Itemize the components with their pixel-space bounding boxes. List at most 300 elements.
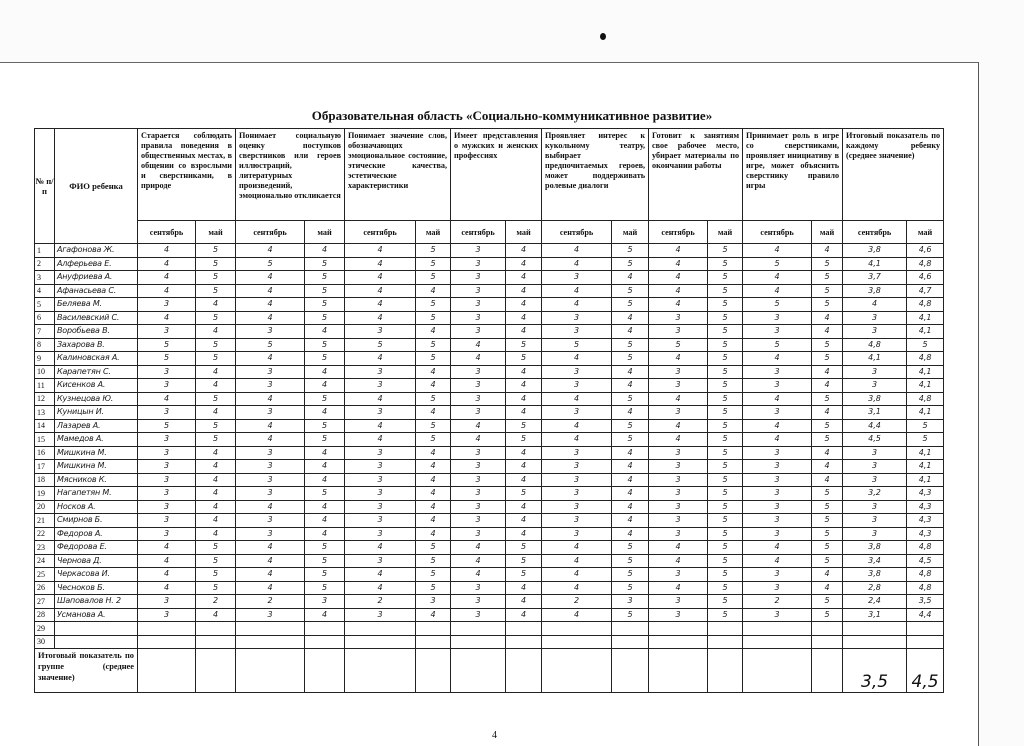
- score-cell: 4: [345, 311, 416, 325]
- score-cell: 4: [236, 311, 305, 325]
- score-cell: 5: [708, 271, 743, 285]
- score-cell: 3: [451, 298, 506, 312]
- score-cell: 3: [542, 271, 612, 285]
- score-cell: 3: [649, 325, 708, 339]
- score-cell: 4: [305, 527, 345, 541]
- score-cell: 3: [451, 244, 506, 258]
- child-name: [55, 622, 138, 636]
- average-score: 5: [907, 419, 944, 433]
- row-number: 10: [35, 365, 55, 379]
- score-cell: 4: [416, 500, 451, 514]
- score-cell: 3: [743, 473, 812, 487]
- header-name: ФИО ребенка: [55, 129, 138, 244]
- score-cell: 5: [506, 554, 542, 568]
- score-cell: 3: [451, 406, 506, 420]
- score-cell: 5: [708, 446, 743, 460]
- score-cell: 5: [812, 487, 843, 501]
- score-cell: 4: [612, 271, 649, 285]
- score-cell: 5: [416, 257, 451, 271]
- score-cell: 5: [506, 419, 542, 433]
- score-cell: 3: [236, 514, 305, 528]
- group-total-label: Итоговый показатель по группе (среднее значение): [35, 649, 138, 693]
- score-cell: 3: [345, 514, 416, 528]
- child-name: Мишкина М.: [55, 460, 138, 474]
- score-cell: 3: [345, 554, 416, 568]
- score-cell: 3: [236, 325, 305, 339]
- score-cell: 3: [305, 595, 345, 609]
- header-criterion: Принимает роль в игре со сверстниками, проявляет инициативу в игре, может объяснить сверстнику правило игры: [743, 129, 843, 221]
- child-name: Усманова А.: [55, 608, 138, 622]
- score-cell: 5: [138, 419, 196, 433]
- table-row: [35, 433, 944, 447]
- row-number: 26: [35, 581, 55, 595]
- score-cell: [506, 635, 542, 649]
- score-cell: 4: [506, 325, 542, 339]
- score-cell: 4: [305, 379, 345, 393]
- score-cell: 4: [612, 311, 649, 325]
- score-cell: 4: [506, 581, 542, 595]
- criteria-header-row: [35, 129, 944, 221]
- score-cell: 3: [451, 271, 506, 285]
- score-cell: 4: [236, 271, 305, 285]
- row-number: 13: [35, 406, 55, 420]
- score-cell: 3: [416, 595, 451, 609]
- score-cell: 5: [416, 338, 451, 352]
- score-cell: 3: [236, 460, 305, 474]
- score-cell: 4: [345, 581, 416, 595]
- average-score: 5: [907, 338, 944, 352]
- score-cell: 5: [138, 352, 196, 366]
- table-row: [35, 298, 944, 312]
- score-cell: 4: [506, 379, 542, 393]
- score-cell: 3: [236, 487, 305, 501]
- average-score: 4,1: [907, 365, 944, 379]
- score-cell: 4: [506, 473, 542, 487]
- score-cell: 4: [196, 473, 236, 487]
- average-score: 4,4: [907, 608, 944, 622]
- score-cell: [345, 622, 416, 636]
- child-name: Алферьева Е.: [55, 257, 138, 271]
- average-score: 3,4: [843, 554, 907, 568]
- score-cell: 5: [416, 311, 451, 325]
- score-cell: 4: [649, 554, 708, 568]
- score-cell: 3: [138, 325, 196, 339]
- score-cell: 5: [416, 433, 451, 447]
- score-cell: 4: [542, 298, 612, 312]
- row-number: 25: [35, 568, 55, 582]
- score-cell: 3: [743, 487, 812, 501]
- score-cell: 2: [542, 595, 612, 609]
- score-cell: 5: [305, 392, 345, 406]
- score-cell: 4: [506, 244, 542, 258]
- average-score: 3,1: [843, 406, 907, 420]
- period-may: май: [812, 221, 843, 244]
- score-cell: 4: [612, 365, 649, 379]
- period-may: май: [305, 221, 345, 244]
- score-cell: 3: [649, 406, 708, 420]
- score-cell: 5: [506, 487, 542, 501]
- score-cell: 5: [708, 257, 743, 271]
- child-name: Шаповалов Н. 2: [55, 595, 138, 609]
- score-cell: 5: [542, 338, 612, 352]
- score-cell: 4: [649, 392, 708, 406]
- child-name: Василевский С.: [55, 311, 138, 325]
- table-row: [35, 487, 944, 501]
- score-cell: 3: [743, 608, 812, 622]
- average-score: 4,1: [907, 406, 944, 420]
- row-number: 29: [35, 622, 55, 636]
- score-cell: 3: [649, 514, 708, 528]
- score-cell: 5: [812, 392, 843, 406]
- score-cell: 5: [812, 338, 843, 352]
- score-cell: 5: [305, 257, 345, 271]
- score-cell: 5: [236, 338, 305, 352]
- score-cell: 5: [612, 298, 649, 312]
- group-total-may: 4,5: [907, 649, 944, 693]
- group-total-september: 3,5: [843, 649, 907, 693]
- score-cell: 4: [743, 541, 812, 555]
- average-score: 4,1: [907, 446, 944, 460]
- score-cell: 5: [612, 608, 649, 622]
- score-cell: 3: [345, 325, 416, 339]
- score-cell: 5: [138, 338, 196, 352]
- child-name: Лазарев А.: [55, 419, 138, 433]
- score-cell: 4: [612, 460, 649, 474]
- score-cell: 3: [138, 460, 196, 474]
- score-cell: 5: [708, 514, 743, 528]
- average-score: 3: [843, 446, 907, 460]
- score-cell: 2: [196, 595, 236, 609]
- score-cell: 5: [708, 379, 743, 393]
- score-cell: 5: [812, 419, 843, 433]
- score-cell: 5: [612, 433, 649, 447]
- row-number: 23: [35, 541, 55, 555]
- score-cell: 3: [451, 595, 506, 609]
- score-cell: 4: [743, 352, 812, 366]
- score-cell: 5: [612, 284, 649, 298]
- period-september: сентябрь: [542, 221, 612, 244]
- score-cell: 3: [345, 608, 416, 622]
- average-score: 3: [843, 379, 907, 393]
- score-cell: 4: [345, 419, 416, 433]
- score-cell: [708, 622, 743, 636]
- score-cell: 4: [542, 568, 612, 582]
- score-cell: 5: [612, 581, 649, 595]
- score-cell: 3: [649, 595, 708, 609]
- score-cell: 4: [196, 500, 236, 514]
- score-cell: 3: [451, 527, 506, 541]
- score-cell: 3: [138, 433, 196, 447]
- average-score: 3,1: [843, 608, 907, 622]
- score-cell: 5: [196, 581, 236, 595]
- average-score: 4,3: [907, 514, 944, 528]
- child-name: Федорова Е.: [55, 541, 138, 555]
- score-cell: 5: [196, 271, 236, 285]
- score-cell: 4: [305, 500, 345, 514]
- score-cell: [196, 622, 236, 636]
- score-cell: 3: [649, 311, 708, 325]
- score-cell: 4: [542, 581, 612, 595]
- row-number: 21: [35, 514, 55, 528]
- row-number: 3: [35, 271, 55, 285]
- score-cell: 3: [542, 311, 612, 325]
- score-cell: 4: [612, 473, 649, 487]
- score-cell: 4: [416, 325, 451, 339]
- score-cell: 4: [812, 244, 843, 258]
- score-cell: 5: [506, 568, 542, 582]
- child-name: Нагапетян М.: [55, 487, 138, 501]
- score-cell: 4: [345, 541, 416, 555]
- score-cell: 5: [708, 433, 743, 447]
- score-cell: 4: [196, 446, 236, 460]
- score-cell: 4: [506, 446, 542, 460]
- score-cell: 4: [138, 581, 196, 595]
- row-number: 7: [35, 325, 55, 339]
- score-cell: 4: [812, 446, 843, 460]
- score-cell: 5: [305, 554, 345, 568]
- score-cell: 4: [612, 487, 649, 501]
- score-cell: 3: [743, 581, 812, 595]
- row-number: 30: [35, 635, 55, 649]
- score-cell: 3: [236, 446, 305, 460]
- score-cell: 5: [649, 338, 708, 352]
- score-cell: [649, 622, 708, 636]
- score-cell: [542, 622, 612, 636]
- period-september: сентябрь: [743, 221, 812, 244]
- score-cell: 5: [812, 284, 843, 298]
- score-cell: 5: [305, 581, 345, 595]
- row-number: 20: [35, 500, 55, 514]
- average-score: 3,8: [843, 244, 907, 258]
- score-cell: 5: [708, 487, 743, 501]
- child-name: Афанасьева С.: [55, 284, 138, 298]
- score-cell: 5: [416, 554, 451, 568]
- score-cell: 3: [138, 487, 196, 501]
- period-september: сентябрь: [236, 221, 305, 244]
- score-cell: 5: [506, 541, 542, 555]
- score-cell: 3: [649, 527, 708, 541]
- score-cell: 5: [708, 406, 743, 420]
- score-cell: 2: [236, 595, 305, 609]
- average-score: 4,1: [843, 257, 907, 271]
- score-cell: 3: [345, 446, 416, 460]
- score-cell: 4: [305, 244, 345, 258]
- period-september: сентябрь: [345, 221, 416, 244]
- average-score: 3,8: [843, 392, 907, 406]
- score-cell: 3: [138, 595, 196, 609]
- average-score: 4,8: [907, 541, 944, 555]
- score-cell: 4: [649, 271, 708, 285]
- score-cell: 5: [708, 541, 743, 555]
- score-cell: 5: [612, 392, 649, 406]
- average-score: 2,8: [843, 581, 907, 595]
- header-criterion: Проявляет интерес к кукольному театру, выбирает предпочитаемых героев, может поддерживать ролевые диалоги: [542, 129, 649, 221]
- table-row: [35, 271, 944, 285]
- score-cell: 5: [196, 392, 236, 406]
- score-cell: [612, 622, 649, 636]
- score-cell: 3: [345, 460, 416, 474]
- average-score: 4,6: [907, 271, 944, 285]
- score-cell: 5: [708, 284, 743, 298]
- score-cell: 3: [236, 473, 305, 487]
- score-cell: 4: [236, 500, 305, 514]
- score-cell: 4: [138, 271, 196, 285]
- score-cell: 4: [743, 392, 812, 406]
- score-cell: [416, 622, 451, 636]
- average-score: 4,5: [843, 433, 907, 447]
- score-cell: [743, 622, 812, 636]
- score-cell: 4: [305, 473, 345, 487]
- score-cell: 5: [196, 244, 236, 258]
- score-cell: [649, 635, 708, 649]
- row-number: 15: [35, 433, 55, 447]
- score-cell: 4: [138, 541, 196, 555]
- score-cell: 5: [812, 527, 843, 541]
- average-score: 3,8: [843, 568, 907, 582]
- score-cell: 5: [196, 257, 236, 271]
- average-score: 3,2: [843, 487, 907, 501]
- score-cell: 4: [416, 379, 451, 393]
- score-cell: 3: [649, 365, 708, 379]
- child-name: Кузнецова Ю.: [55, 392, 138, 406]
- score-cell: [236, 622, 305, 636]
- score-cell: 3: [743, 500, 812, 514]
- period-may: май: [612, 221, 649, 244]
- child-name: Мясников К.: [55, 473, 138, 487]
- score-cell: 4: [506, 365, 542, 379]
- child-name: Носков А.: [55, 500, 138, 514]
- score-cell: 4: [612, 500, 649, 514]
- header-criterion: Готовит к занятиям свое рабочее место, убирает материалы по окончании работы: [649, 129, 743, 221]
- score-cell: 4: [345, 433, 416, 447]
- score-cell: 4: [506, 284, 542, 298]
- score-cell: 3: [649, 608, 708, 622]
- score-cell: 3: [542, 325, 612, 339]
- header-criterion: Понимает социальную оценку поступков сверстников или героев иллюстраций, литературных произведений, эмоционально откликается: [236, 129, 345, 221]
- score-cell: [812, 635, 843, 649]
- ink-dot: [600, 33, 606, 40]
- table-row: [35, 311, 944, 325]
- score-cell: 4: [416, 514, 451, 528]
- score-cell: 5: [708, 460, 743, 474]
- score-cell: 4: [196, 514, 236, 528]
- average-score: 4,1: [907, 473, 944, 487]
- table-row: [35, 500, 944, 514]
- score-cell: 3: [345, 406, 416, 420]
- score-cell: 4: [812, 473, 843, 487]
- average-score: 4,1: [843, 352, 907, 366]
- score-cell: [305, 635, 345, 649]
- score-cell: 4: [812, 365, 843, 379]
- score-cell: 3: [649, 379, 708, 393]
- score-cell: [305, 622, 345, 636]
- score-cell: [506, 622, 542, 636]
- score-cell: 3: [345, 365, 416, 379]
- score-cell: 4: [506, 514, 542, 528]
- score-cell: 3: [451, 460, 506, 474]
- score-cell: [542, 635, 612, 649]
- score-cell: 4: [612, 406, 649, 420]
- score-cell: 4: [542, 257, 612, 271]
- score-cell: 5: [305, 419, 345, 433]
- score-cell: 5: [305, 541, 345, 555]
- score-cell: 5: [416, 419, 451, 433]
- score-cell: 3: [612, 595, 649, 609]
- table-row: [35, 352, 944, 366]
- average-score: 2,4: [843, 595, 907, 609]
- score-cell: 4: [506, 527, 542, 541]
- average-score: 3: [843, 514, 907, 528]
- score-cell: 4: [506, 500, 542, 514]
- score-cell: 4: [345, 392, 416, 406]
- table-row: [35, 473, 944, 487]
- score-cell: 4: [416, 527, 451, 541]
- period-may: май: [196, 221, 236, 244]
- score-cell: 4: [649, 581, 708, 595]
- score-cell: 3: [138, 500, 196, 514]
- score-cell: 4: [196, 460, 236, 474]
- score-cell: 4: [612, 446, 649, 460]
- score-cell: 4: [506, 608, 542, 622]
- score-cell: 4: [236, 392, 305, 406]
- score-cell: 5: [416, 271, 451, 285]
- score-cell: 5: [305, 433, 345, 447]
- score-cell: [708, 635, 743, 649]
- score-cell: 5: [305, 298, 345, 312]
- table-row: [35, 446, 944, 460]
- score-cell: 4: [196, 527, 236, 541]
- average-score: 4,3: [907, 527, 944, 541]
- score-cell: 4: [416, 460, 451, 474]
- score-cell: [138, 622, 196, 636]
- score-cell: 3: [451, 392, 506, 406]
- score-cell: 5: [708, 608, 743, 622]
- score-cell: 4: [506, 406, 542, 420]
- score-cell: 3: [542, 406, 612, 420]
- score-cell: 4: [612, 379, 649, 393]
- page-number: 4: [492, 730, 497, 741]
- row-number: 22: [35, 527, 55, 541]
- table-row: [35, 284, 944, 298]
- average-score: 3: [843, 365, 907, 379]
- score-cell: 4: [451, 433, 506, 447]
- score-cell: 4: [451, 568, 506, 582]
- score-cell: 4: [236, 541, 305, 555]
- score-cell: 4: [236, 581, 305, 595]
- child-name: Кисенков А.: [55, 379, 138, 393]
- score-cell: 5: [612, 338, 649, 352]
- score-cell: 4: [236, 568, 305, 582]
- score-cell: 5: [812, 257, 843, 271]
- table-row: [35, 514, 944, 528]
- score-cell: 5: [612, 352, 649, 366]
- average-score: 4,8: [907, 298, 944, 312]
- score-cell: 4: [649, 541, 708, 555]
- score-cell: 3: [743, 365, 812, 379]
- score-cell: 5: [708, 352, 743, 366]
- row-number: 6: [35, 311, 55, 325]
- score-cell: 4: [305, 608, 345, 622]
- child-name: Чесноков Б.: [55, 581, 138, 595]
- average-score: 4: [843, 298, 907, 312]
- score-cell: 3: [345, 527, 416, 541]
- header-criterion: Имеет представления о мужских и женских профессиях: [451, 129, 542, 221]
- score-cell: 5: [345, 338, 416, 352]
- score-cell: 5: [812, 608, 843, 622]
- score-cell: 3: [345, 473, 416, 487]
- score-cell: 3: [542, 473, 612, 487]
- score-cell: 4: [236, 419, 305, 433]
